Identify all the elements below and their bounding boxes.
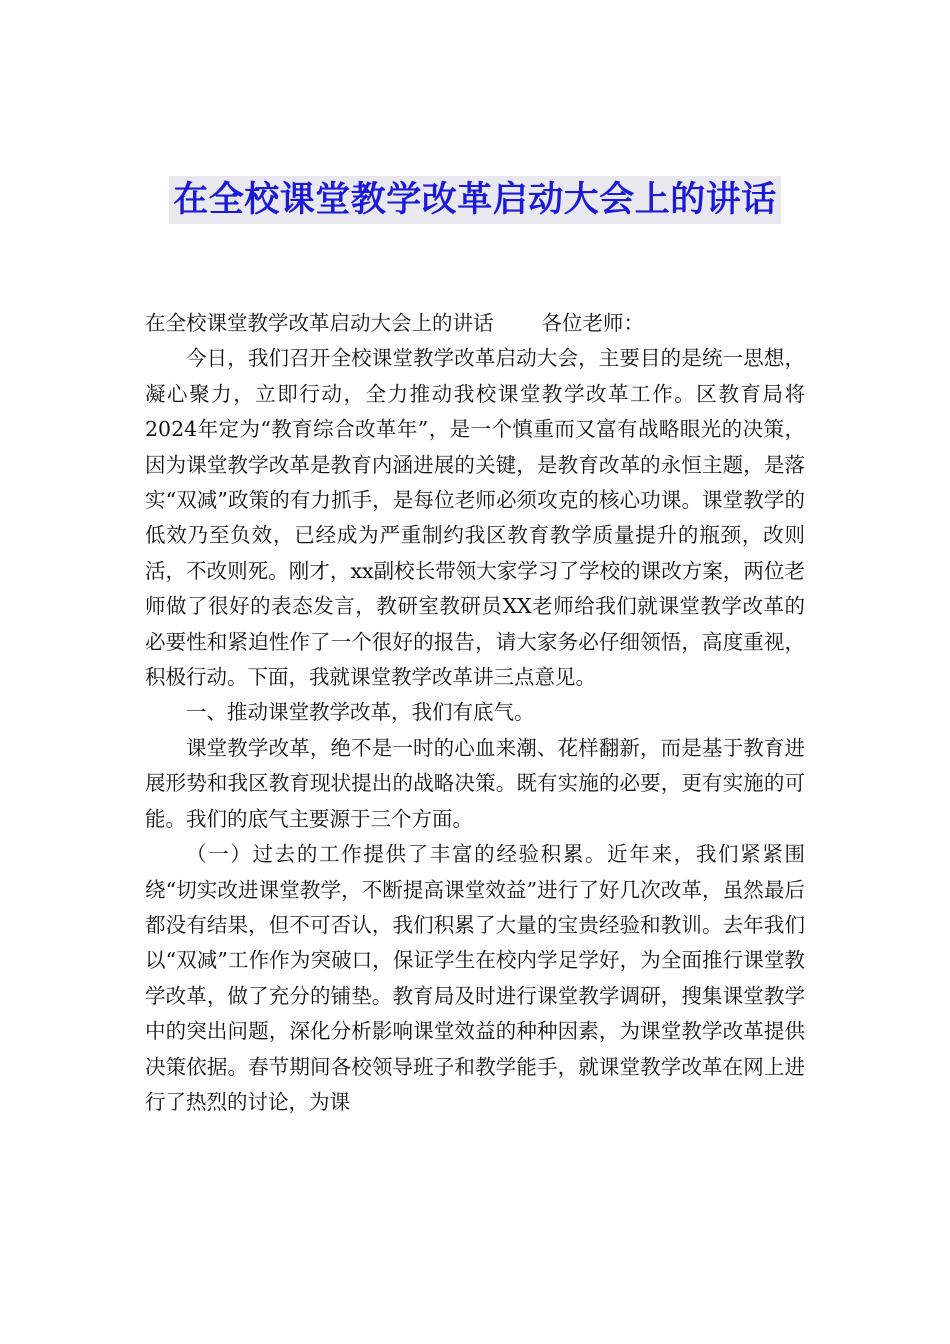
title-wrap — [0, 176, 950, 224]
paragraph-section-1: 课堂教学改革，绝不是一时的心血来潮、花样翻新，而是基于教育进展形势和我区教育现状提出的战略决策。既有实施的必要，更有实施的可能。我们的底气主要源于三个方面。 — [145, 735, 805, 831]
opening-line — [145, 306, 805, 341]
section-heading-1: 一、推动课堂教学改革，我们有底气。 — [186, 700, 535, 725]
paragraph-intro: 今日，我们召开全校课堂教学改革启动大会，主要目的是统一思想，凝心聚力，立即行动，全力推动我校课堂教学改革工作。区教育局将2024年定为“教育综合改革年”，是一个慎重而又富有战略眼光的决策，因为课堂教学改革是教育内涵进展的关键，是教育改革的永恒主题，是落实“双减”政策的有力抓手，是每位老师必须攻克的核心功课。课堂教学的低效乃至负效，已经成为严重制约我区教育教学质量提升的瓶颈，改则活，不改则死。刚才，xx副校长带领大家学习了学校的课改方案，两位老师做了很好的表态发言，教研室教研员XX老师给我们就课堂教学改革的必要性和紧迫性作了一个很好的报告，请大家务必仔细领悟，高度重视，积极行动。下面，我就课堂教学改革讲三点意见。 — [145, 346, 805, 690]
salutation: 各位老师： — [541, 311, 644, 335]
document-body — [145, 306, 805, 1120]
opening-title: 在全校课堂教学改革启动大会上的讲话 — [145, 311, 494, 335]
document-title: 在全校课堂教学改革启动大会上的讲话 — [169, 176, 781, 224]
paragraph-subsection-1: （一）过去的工作提供了丰富的经验积累。近年来，我们紧紧围绕“切实改进课堂教学，不断提高课堂效益”进行了好几次改革，虽然最后都没有结果，但不可否认，我们积累了大量的宝贵经验和教训。去年我们以“双减”工作作为突破口，保证学生在校内学足学好，为全面推行课堂教学改革，做了充分的铺垫。教育局及时进行课堂教学调研，搜集课堂教学中的突出问题，深化分析影响课堂效益的种种因素，为课堂教学改革提供决策依据。春节期间各校领导班子和教学能手，就课堂教学改革在网上进行了热烈的讨论，为课 — [145, 842, 805, 1114]
